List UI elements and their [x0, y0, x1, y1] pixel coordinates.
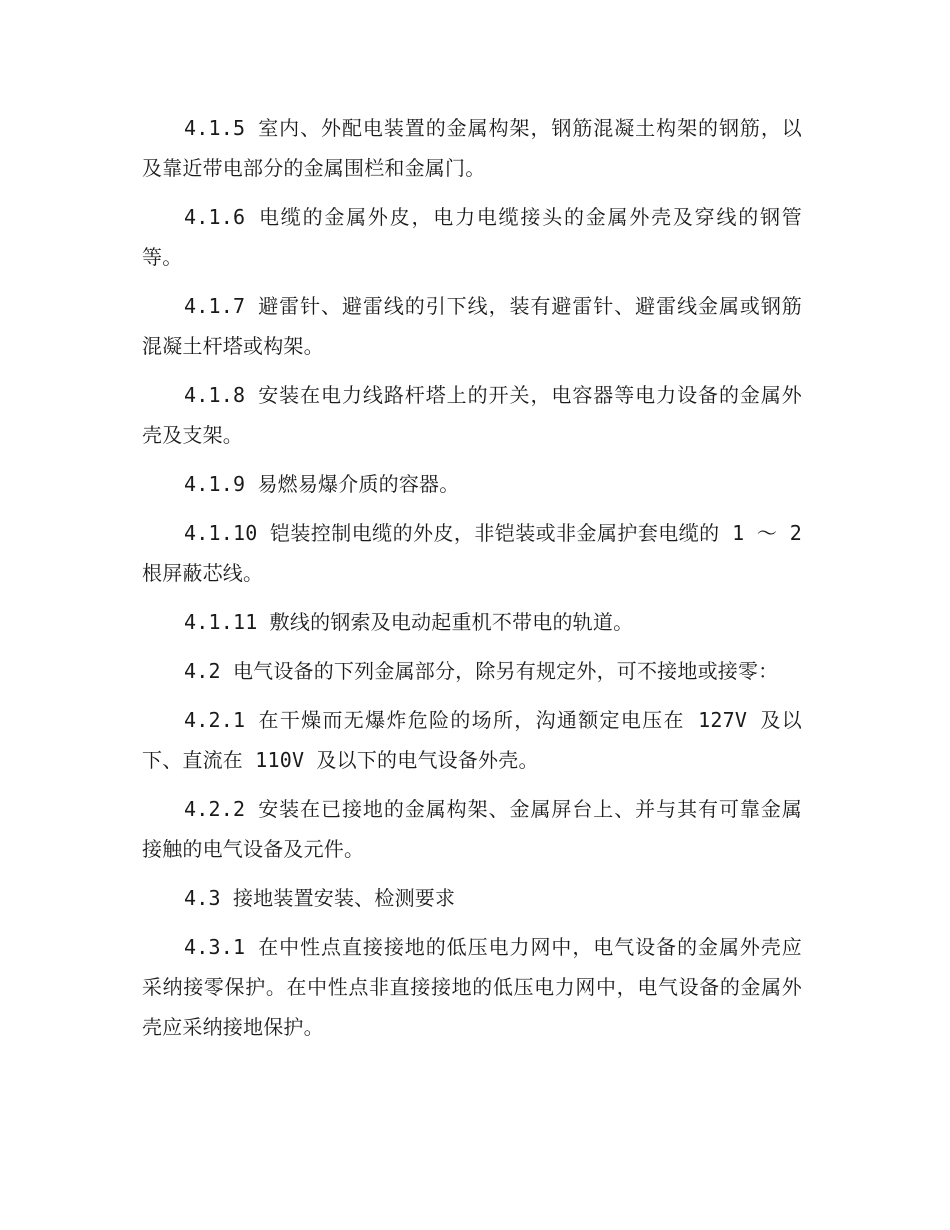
- paragraph-4-2: 4.2 电气设备的下列金属部分，除另有规定外，可不接地或接零：: [184, 659, 779, 683]
- paragraph-4-2-2: 4.2.2 安装在已接地的金属构架、金属屏台上、并与其有可靠金属接触的电气设备及元件。: [142, 797, 802, 861]
- paragraph-4-1-5: 4.1.5 室内、外配电装置的金属构架，钢筋混凝土构架的钢筋，以及靠近带电部分的金属围栏和金属门。: [142, 116, 802, 180]
- paragraph-4-2-1: 4.2.1 在干燥而无爆炸危险的场所，沟通额定电压在 127V 及以下、直流在 110V 及以下的电气设备外壳。: [142, 708, 802, 772]
- paragraph-4-1-6: 4.1.6 电缆的金属外皮，电力电缆接头的金属外壳及穿线的钢管等。: [142, 205, 802, 269]
- paragraph-4-1-10: 4.1.10 铠装控制电缆的外皮，非铠装或非金属护套电缆的 1 ～ 2 根屏蔽芯线。: [142, 521, 802, 585]
- paragraph-4-1-7: 4.1.7 避雷针、避雷线的引下线，装有避雷针、避雷线金属或钢筋混凝土杆塔或构架。: [142, 294, 802, 358]
- paragraph-4-3-1: 4.3.1 在中性点直接接地的低压电力网中，电气设备的金属外壳应采纳接零保护。在中性点非直接接地的低压电力网中，电气设备的金属外壳应采纳接地保护。: [142, 935, 802, 1039]
- paragraph-4-1-9: 4.1.9 易燃易爆介质的容器。: [184, 472, 460, 496]
- paragraph-4-1-8: 4.1.8 安装在电力线路杆塔上的开关，电容器等电力设备的金属外壳及支架。: [142, 383, 802, 447]
- document-body: [142, 108, 802, 1056]
- paragraph-4-3: 4.3 接地装置安装、检测要求: [184, 886, 456, 910]
- paragraph-4-1-11: 4.1.11 敷线的钢索及电动起重机不带电的轨道。: [184, 610, 634, 634]
